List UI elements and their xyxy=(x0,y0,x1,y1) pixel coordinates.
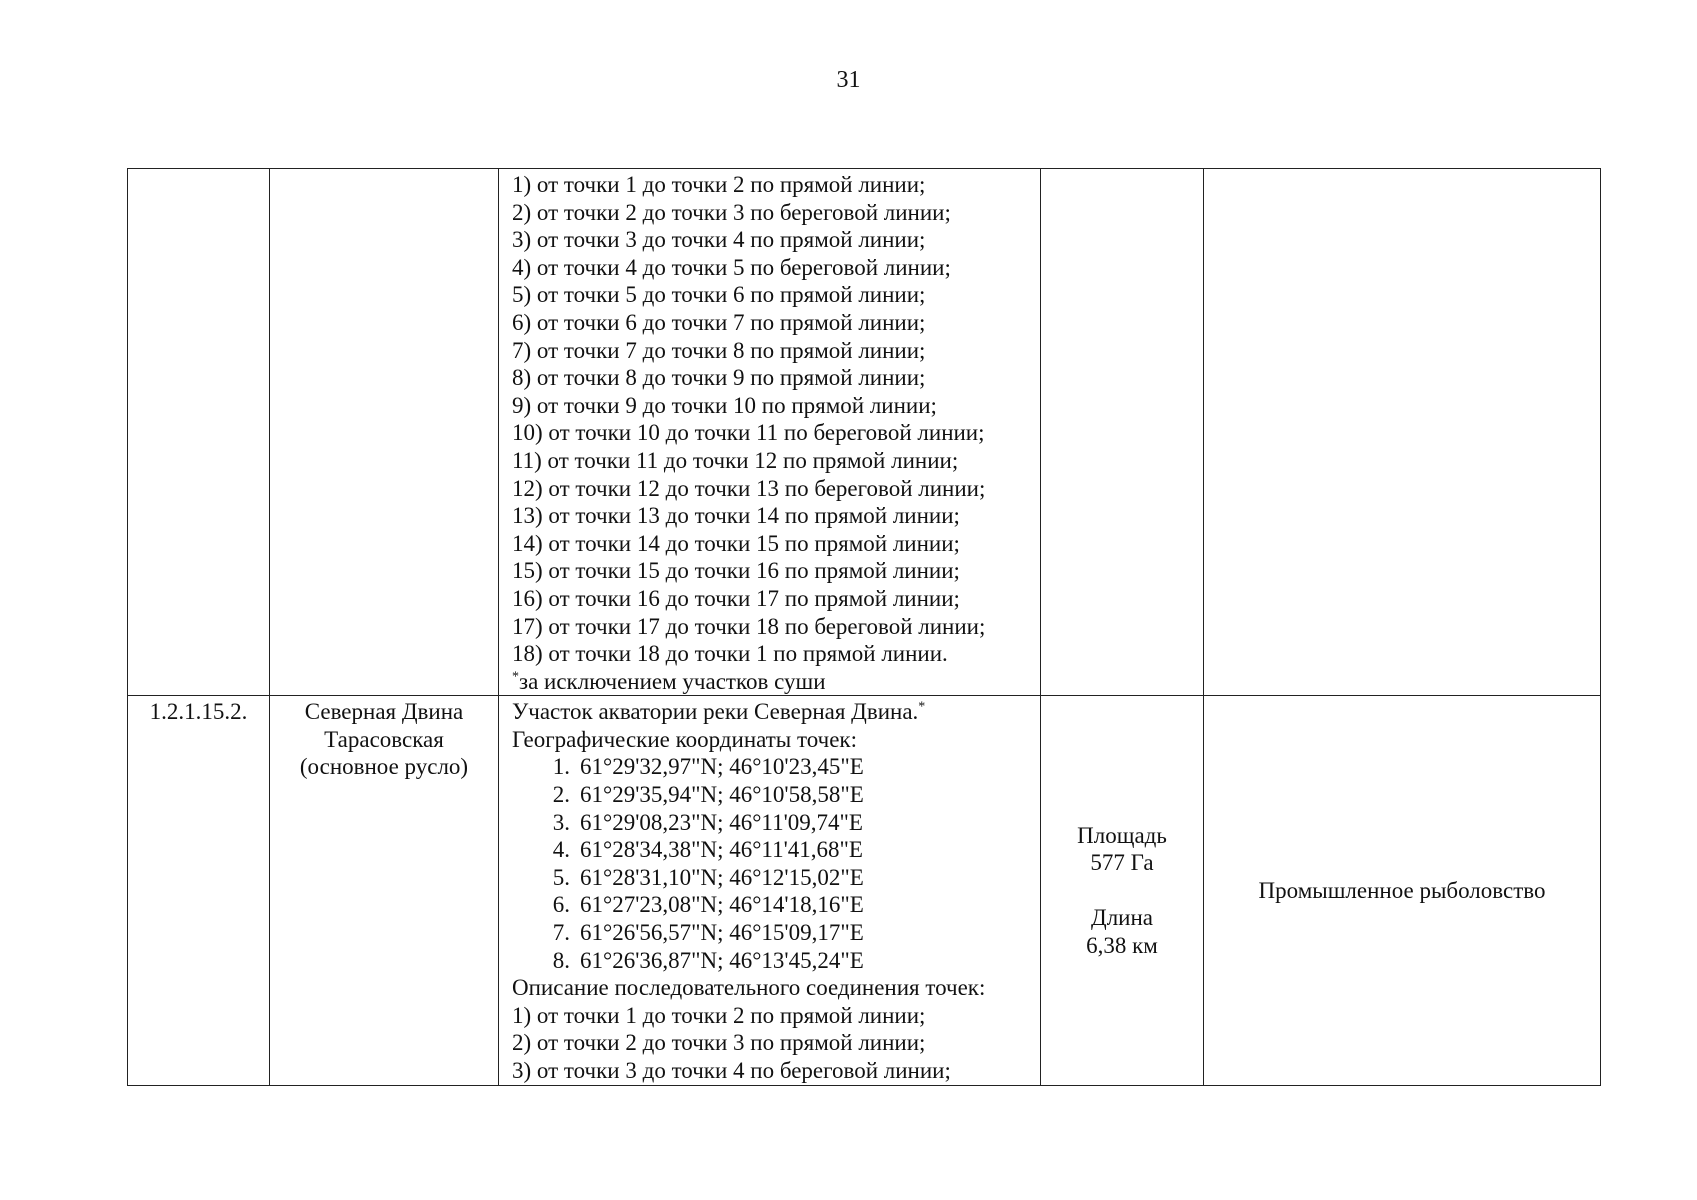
coordinate-index: 3. xyxy=(552,809,570,835)
fishing-areas-table xyxy=(127,168,1601,1086)
coordinate-list xyxy=(512,753,1034,974)
coordinate-item xyxy=(512,947,1034,975)
coordinate-index: 5. xyxy=(552,864,570,890)
cell-description-continued xyxy=(499,169,1041,696)
cell-number: 1.2.1.15.2. xyxy=(128,696,270,1085)
segment-line: 1) от точки 1 до точки 2 по прямой линии; xyxy=(512,1002,926,1028)
coordinate-item xyxy=(512,781,1034,809)
segment-line: 2) от точки 2 до точки 3 по прямой линии; xyxy=(512,1030,926,1056)
coordinate-index: 4. xyxy=(552,837,570,863)
name-line: Северная Двина xyxy=(304,699,464,725)
coordinate-value: 61°28'34,38"N; 46°11'41,68"E xyxy=(580,837,863,863)
cell-measurements xyxy=(1041,696,1204,1085)
length-label: Длина xyxy=(1091,904,1153,930)
cell-water-body-name xyxy=(270,696,499,1085)
coordinate-item xyxy=(512,809,1034,837)
area-title: Участок акватории реки Северная Двина.* xyxy=(512,699,926,725)
coordinate-index: 1. xyxy=(552,754,570,780)
segment-line: 17) от точки 17 до точки 18 по береговой линии; xyxy=(512,613,986,639)
segment-line: 13) от точки 13 до точки 14 по прямой линии; xyxy=(512,503,960,529)
cell-usage-type: Промышленное рыболовство xyxy=(1204,696,1601,1085)
segment-line: 14) от точки 14 до точки 15 по прямой линии; xyxy=(512,530,960,556)
coords-heading: Географические координаты точек: xyxy=(512,726,857,752)
page-number: 31 xyxy=(836,67,861,93)
segment-list xyxy=(512,1002,1034,1085)
segment-line: 4) от точки 4 до точки 5 по береговой линии; xyxy=(512,254,951,280)
segment-line: 7) от точки 7 до точки 8 по прямой линии; xyxy=(512,337,926,363)
segment-line: 11) от точки 11 до точки 12 по прямой линии; xyxy=(512,447,959,473)
segment-line: 5) от точки 5 до точки 6 по прямой линии; xyxy=(512,282,926,308)
area-label: Площадь xyxy=(1077,822,1167,848)
coordinate-item xyxy=(512,891,1034,919)
coordinate-value: 61°29'32,97"N; 46°10'23,45"E xyxy=(580,754,864,780)
segment-line: 2) от точки 2 до точки 3 по береговой линии; xyxy=(512,199,951,225)
segment-line: 3) от точки 3 до точки 4 по прямой линии; xyxy=(512,227,926,253)
coordinate-item xyxy=(512,864,1034,892)
segment-line: 8) от точки 8 до точки 9 по прямой линии; xyxy=(512,365,926,391)
segment-line: 1) от точки 1 до точки 2 по прямой линии; xyxy=(512,172,926,197)
segment-line: 10) от точки 10 до точки 11 по береговой линии; xyxy=(512,420,985,446)
footnote-text: за исключением участков суши xyxy=(519,668,826,694)
segment-line: 9) от точки 9 до точки 10 по прямой линии; xyxy=(512,392,937,418)
segment-line: 3) от точки 3 до точки 4 по береговой линии; xyxy=(512,1058,951,1083)
segment-line: 18) от точки 18 до точки 1 по прямой линии. xyxy=(512,641,948,667)
coordinate-item xyxy=(512,753,1034,781)
connection-heading: Описание последовательного соединения точек: xyxy=(512,975,986,1001)
name-line: Тарасовская xyxy=(324,726,444,752)
segment-list xyxy=(512,171,1034,668)
coordinate-index: 8. xyxy=(552,947,570,973)
segment-line: 12) от точки 12 до точки 13 по береговой линии; xyxy=(512,475,986,501)
segment-line: 6) от точки 6 до точки 7 по прямой линии; xyxy=(512,309,926,335)
coordinate-value: 61°29'08,23"N; 46°11'09,74"E xyxy=(580,809,863,835)
coordinate-index: 2. xyxy=(552,782,570,808)
coordinate-value: 61°28'31,10"N; 46°12'15,02"E xyxy=(580,864,864,890)
length-value: 6,38 км xyxy=(1086,932,1158,958)
coordinate-value: 61°26'36,87"N; 46°13'45,24"E xyxy=(580,947,864,973)
footnote xyxy=(512,668,1034,696)
cell-name-empty xyxy=(270,169,499,696)
segment-line: 15) от точки 15 до точки 16 по прямой линии; xyxy=(512,558,960,584)
title-footnote-mark: * xyxy=(918,699,926,715)
coordinate-index: 7. xyxy=(552,920,570,946)
coordinate-item xyxy=(512,919,1034,947)
cell-description xyxy=(499,696,1041,1085)
coordinate-index: 6. xyxy=(552,892,570,918)
coordinate-item xyxy=(512,836,1034,864)
footnote-mark: * xyxy=(512,669,519,685)
coordinate-value: 61°27'23,08"N; 46°14'18,16"E xyxy=(580,892,864,918)
coordinate-value: 61°29'35,94"N; 46°10'58,58"E xyxy=(580,782,864,808)
area-value: 577 Га xyxy=(1090,850,1154,876)
coordinate-value: 61°26'56,57"N; 46°15'09,17"E xyxy=(580,920,864,946)
cell-measure-empty xyxy=(1041,169,1204,696)
table-row-1-2-1-15-2 xyxy=(128,696,1601,1085)
cell-usage-empty xyxy=(1204,169,1601,696)
segment-line: 16) от точки 16 до точки 17 по прямой линии; xyxy=(512,585,960,611)
name-line: (основное русло) xyxy=(299,754,469,780)
table-row-continued xyxy=(128,169,1601,696)
cell-number-empty xyxy=(128,169,270,696)
